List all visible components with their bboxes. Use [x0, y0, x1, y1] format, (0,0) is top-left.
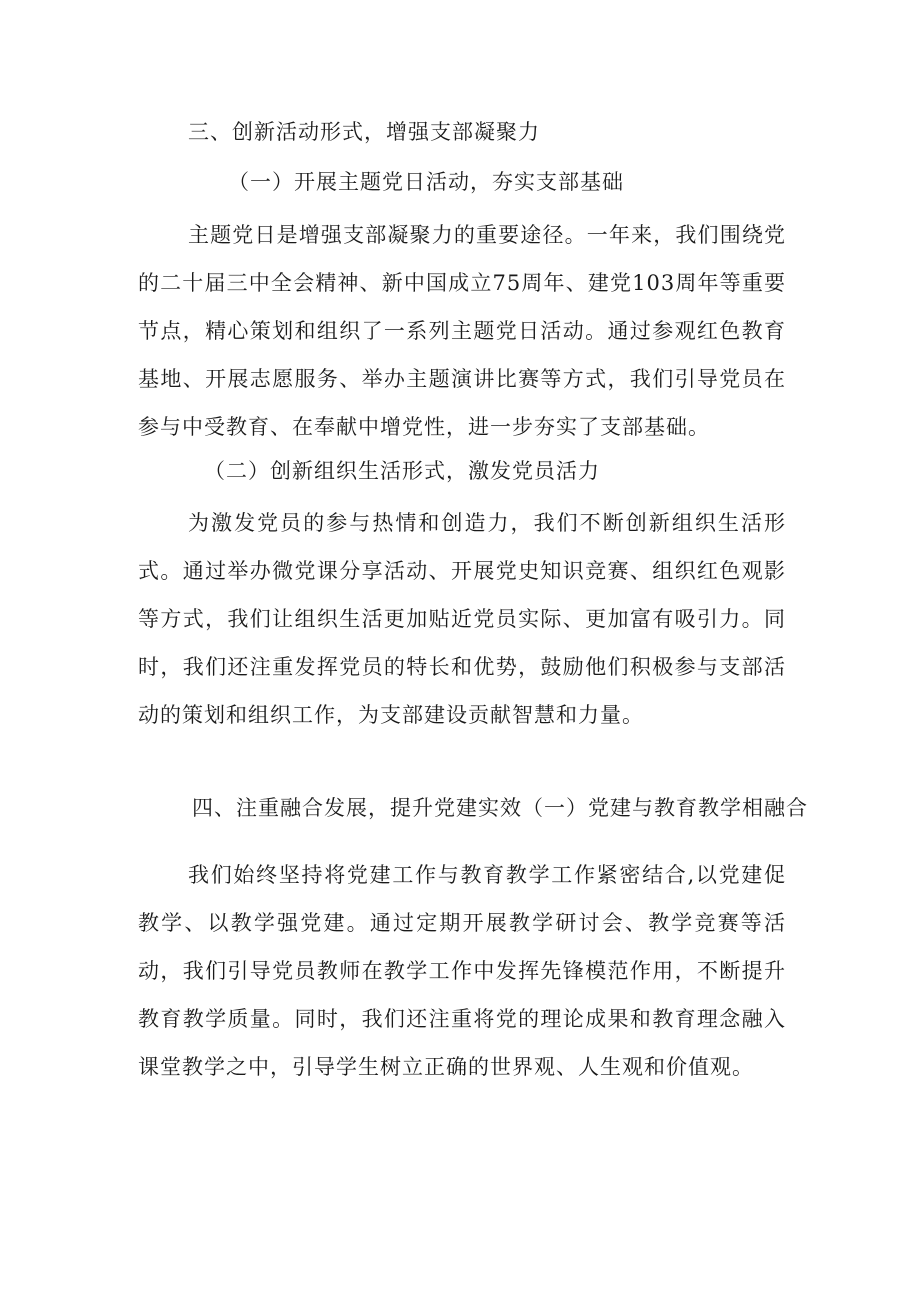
section-3-1-heading: （一）开展主题党日活动，夯实支部基础: [228, 170, 624, 194]
section-3-2-paragraph: 为激发党员的参与热情和创造力，我们不断创新组织生活形式。通过举办微党课分享活动、开展党史知识竞赛、组织红色观影等方式，我们让组织生活更加贴近党员实际、更加富有吸引力。同时，我们还注重发挥党员的特长和优势，鼓励他们积极参与支部活动的策划和组织工作，为支部建设贡献智慧和力量。: [138, 511, 786, 727]
section-3-2-heading: （二）创新组织生活形式，激发党员活力: [204, 459, 600, 483]
section-4-heading: 四、注重融合发展，提升党建实效（一）党建与教育教学相融合: [192, 796, 808, 820]
section-3-heading: 三、创新活动形式，增强支部凝聚力: [188, 120, 540, 144]
section-3-1-paragraph: 主题党日是增强支部凝聚力的重要途径。一年来，我们围绕党的二十届三中全会精神、新中国成立75周年、建党103周年等重要节点，精心策划和组织了一系列主题党日活动。通过参观红色教育基地、开展志愿服务、举办主题演讲比赛等方式，我们引导党员在参与中受教育、在奉献中增党性，进一步夯实了支部基础。: [138, 223, 786, 439]
section-4-paragraph: 我们始终坚持将党建工作与教育教学工作紧密结合,以党建促教学、以教学强党建。通过定期开展教学研讨会、教学竞赛等活动，我们引导党员教师在教学工作中发挥先锋模范作用，不断提升教育教学质量。同时，我们还注重将党的理论成果和教育理念融入课堂教学之中，引导学生树立正确的世界观、人生观和价值观。: [138, 863, 786, 1079]
